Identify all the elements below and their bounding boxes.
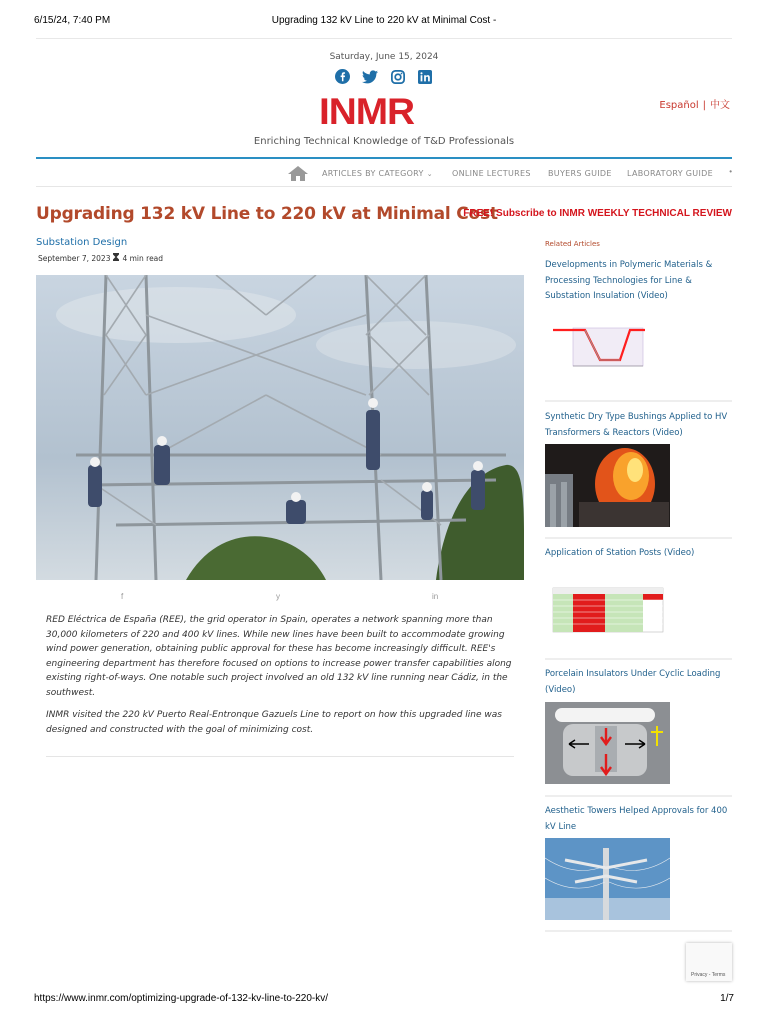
recaptcha-links: Privacy - Terms: [691, 972, 726, 978]
article-title: Upgrading 132 kV Line to 220 kV at Minimal Cost: [36, 204, 498, 224]
social-links: [334, 68, 434, 86]
twitter-icon[interactable]: [362, 68, 379, 85]
subscribe-link[interactable]: FREE! Subscribe to INMR WEEKLY TECHNICAL REVIEW: [463, 208, 732, 219]
body-divider: [46, 756, 514, 757]
site-logo[interactable]: INMR: [319, 91, 415, 132]
article-read-time: 4 min read: [122, 253, 164, 263]
nav-laboratory-guide[interactable]: LABORATORY GUIDE: [627, 169, 713, 178]
article-date: September 7, 2023: [38, 253, 111, 263]
site-tagline: Enriching Technical Knowledge of T&D Professionals: [253, 136, 515, 147]
nav-online-lectures[interactable]: ONLINE LECTURES: [452, 169, 531, 178]
article-meta: [38, 253, 163, 263]
home-icon[interactable]: [287, 165, 309, 183]
article-body: [46, 613, 514, 745]
related-article-thumbnail[interactable]: [545, 702, 670, 784]
language-separator: |: [702, 100, 706, 111]
article-paragraph: RED Eléctrica de España (REE), the grid operator in Spain, operates a network spanning more than 30,000 kilometers of 220 and 400 kV lines. While new lines have been built to accommodate growing wind power generation, obtaining public approval for these has become increasingly difficult. REE's engineering department has therefore focused on options to increase power transfer capabilities along existing right-of-ways. One notable such project involved an old 132 kV line running near Cádiz, in the southwest.: [46, 615, 512, 698]
related-article-link[interactable]: Synthetic Dry Type Bushings Applied to HV Transformers & Reactors (Video): [545, 412, 728, 438]
related-article-thumbnail[interactable]: [545, 580, 665, 638]
article-paragraph: INMR visited the 220 kV Puerto Real-Entronque Gazuels Line to report on how this upgraded line was designed and constructed with the goal of minimizing cost.: [46, 710, 502, 735]
related-article-link[interactable]: Application of Station Posts (Video): [545, 548, 695, 558]
sidebar-divider: [545, 537, 732, 539]
header-top-rule: [36, 38, 732, 39]
related-article-thumbnail[interactable]: [545, 318, 655, 378]
instagram-icon[interactable]: [389, 68, 406, 85]
article-category-link[interactable]: Substation Design: [36, 237, 128, 248]
share-bar: [36, 592, 524, 606]
nav-buyers-guide[interactable]: BUYERS GUIDE: [548, 169, 612, 178]
article-hero-image: [36, 275, 524, 580]
language-spanish-link[interactable]: Español: [659, 100, 699, 111]
print-footer: [0, 993, 768, 1009]
twitter-icon[interactable]: y: [276, 592, 280, 601]
sidebar-divider: [545, 658, 732, 660]
print-header: [0, 15, 768, 31]
chevron-down-icon: ⌄: [426, 170, 433, 178]
related-article-link[interactable]: Developments in Polymeric Materials & Processing Technologies for Line & Substation Insulation (Video): [545, 260, 713, 301]
sidebar-divider: [545, 400, 732, 402]
related-article-link[interactable]: Porcelain Insulators Under Cyclic Loading (Video): [545, 669, 721, 695]
hourglass-icon: [113, 253, 119, 263]
print-page-title: Upgrading 132 kV Line to 220 kV at Minimal Cost -: [271, 15, 497, 26]
sidebar-divider: [545, 795, 732, 797]
language-chinese-link[interactable]: 中文: [710, 100, 730, 111]
print-url: https://www.inmr.com/optimizing-upgrade-of-132-kv-line-to-220-kv/: [34, 993, 328, 1004]
nav-articles-by-category[interactable]: [322, 169, 433, 178]
facebook-icon[interactable]: [334, 68, 351, 85]
related-articles-heading: Related Articles: [545, 240, 600, 248]
linkedin-icon[interactable]: in: [432, 592, 439, 601]
language-switcher: [657, 96, 732, 111]
nav-overflow-indicator: •: [729, 167, 732, 176]
facebook-icon[interactable]: f: [121, 592, 124, 601]
print-page-count: 1/7: [720, 993, 734, 1004]
sidebar-divider: [545, 930, 732, 932]
related-article-link[interactable]: Aesthetic Towers Helped Approvals for 400 kV Line: [545, 806, 728, 832]
print-datetime: 6/15/24, 7:40 PM: [34, 15, 111, 26]
nav-articles-label: ARTICLES BY CATEGORY: [322, 169, 424, 178]
related-article-thumbnail[interactable]: [545, 838, 670, 920]
related-article-thumbnail[interactable]: [545, 444, 670, 527]
recaptcha-badge[interactable]: [686, 943, 732, 981]
linkedin-icon[interactable]: [417, 68, 434, 85]
header-date: Saturday, June 15, 2024: [329, 52, 439, 62]
main-nav: [36, 157, 732, 187]
